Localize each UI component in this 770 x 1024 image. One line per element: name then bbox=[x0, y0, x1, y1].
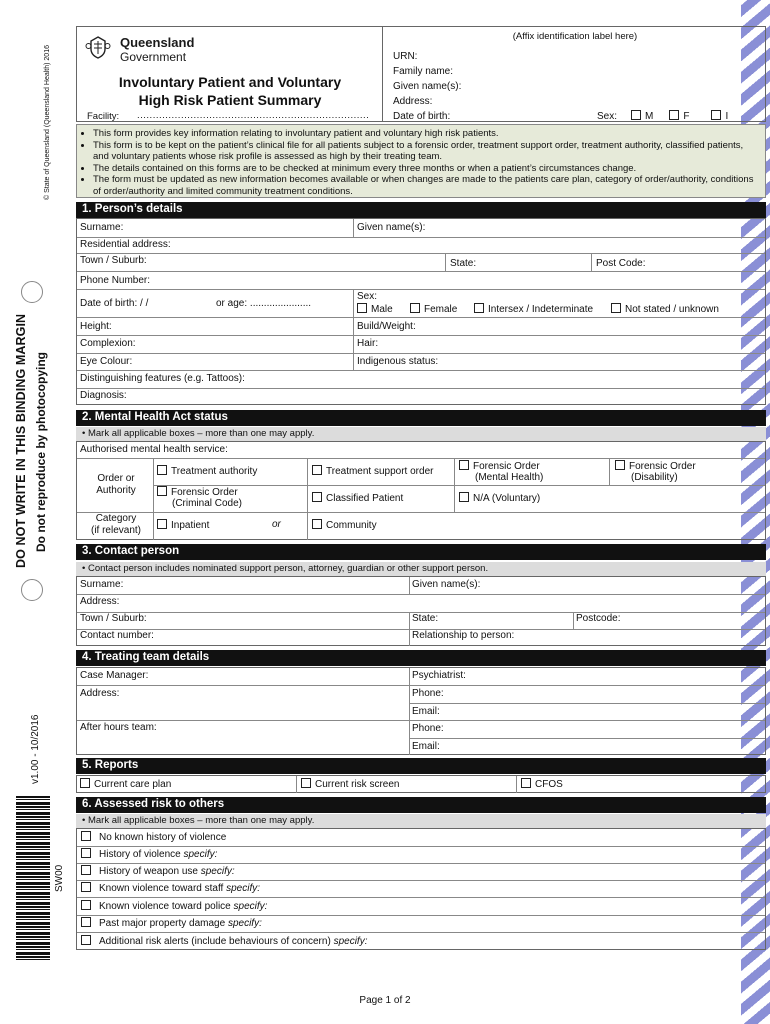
person-given-field[interactable]: Given name(s): bbox=[357, 222, 426, 233]
contact-given-field[interactable]: Given name(s): bbox=[412, 579, 481, 590]
form-header bbox=[76, 26, 766, 122]
risk-item-checkbox[interactable] bbox=[81, 865, 91, 875]
section-5-title: 5. Reports bbox=[76, 758, 766, 774]
care-plan-option[interactable]: Current care plan bbox=[80, 778, 171, 790]
sex-m-checkbox[interactable] bbox=[631, 110, 641, 120]
sex-i-checkbox[interactable] bbox=[711, 110, 721, 120]
classified-patient-checkbox[interactable] bbox=[312, 492, 322, 502]
category-label-1: Category bbox=[95, 513, 137, 524]
section-1-title: 1. Person’s details bbox=[76, 202, 766, 218]
phone-number-field[interactable]: Phone Number: bbox=[80, 275, 151, 286]
not-stated-checkbox[interactable] bbox=[611, 303, 621, 313]
forensic-cc-checkbox[interactable] bbox=[157, 486, 167, 496]
address-field[interactable]: Address: bbox=[393, 96, 433, 107]
sex-f-checkbox[interactable] bbox=[669, 110, 679, 120]
queensland-crest-icon bbox=[85, 35, 111, 59]
header-title-panel bbox=[77, 27, 383, 121]
contact-address-field[interactable]: Address: bbox=[80, 596, 120, 607]
contact-town-field[interactable]: Town / Suburb: bbox=[80, 613, 147, 624]
sex-intersex-option[interactable]: Intersex / Indeterminate bbox=[474, 303, 593, 315]
sex-m-option[interactable]: M bbox=[631, 110, 653, 122]
form-code: SW00 bbox=[54, 864, 65, 892]
person-dob-field[interactable]: Date of birth: / / bbox=[80, 298, 149, 309]
contact-number-field[interactable]: Contact number: bbox=[80, 630, 154, 641]
specify-label: specify: bbox=[200, 866, 235, 877]
sex-f-option[interactable]: F bbox=[669, 110, 689, 122]
risk-item[interactable]: History of violence specify: bbox=[81, 848, 217, 860]
sex-selector bbox=[597, 110, 728, 122]
risk-item-checkbox[interactable] bbox=[81, 882, 91, 892]
dob-field[interactable]: Date of birth: bbox=[393, 111, 451, 122]
sex-i-option[interactable]: I bbox=[711, 110, 728, 122]
contact-surname-field[interactable]: Surname: bbox=[80, 579, 124, 590]
treatment-authority-checkbox[interactable] bbox=[157, 465, 167, 475]
specify-label: specify: bbox=[227, 918, 262, 929]
inpatient-option[interactable]: Inpatient bbox=[157, 519, 209, 531]
barcode bbox=[16, 796, 50, 960]
sex-female-option[interactable]: Female bbox=[410, 303, 457, 315]
specify-label: specify: bbox=[183, 849, 218, 860]
case-manager-field[interactable]: Case Manager: bbox=[80, 670, 149, 681]
facility-label: Facility: bbox=[87, 111, 120, 122]
risk-item[interactable]: Additional risk alerts (include behaviours of concern) specify: bbox=[81, 935, 367, 947]
section-6-note: • Mark all applicable boxes – more than one may apply. bbox=[76, 814, 766, 828]
cfos-checkbox[interactable] bbox=[521, 778, 531, 788]
copyright-notice: © State of Queensland (Queensland Health) 2016 bbox=[44, 45, 51, 200]
sex-label: Sex: bbox=[597, 110, 618, 122]
risk-item[interactable]: No known history of violence bbox=[81, 831, 226, 843]
eye-colour-field[interactable]: Eye Colour: bbox=[80, 356, 133, 367]
risk-item-checkbox[interactable] bbox=[81, 848, 91, 858]
risk-item[interactable]: History of weapon use specify: bbox=[81, 865, 235, 877]
section-2-note: • Mark all applicable boxes – more than one may apply. bbox=[76, 427, 766, 441]
info-item: • This form provides key information relating to involuntary patient and voluntary high risk patients. bbox=[93, 128, 757, 140]
person-sex-label: Sex: bbox=[357, 291, 378, 302]
team-phone-field[interactable]: Phone: bbox=[412, 688, 444, 699]
section-5-box bbox=[76, 775, 766, 793]
risk-screen-checkbox[interactable] bbox=[301, 778, 311, 788]
person-postcode-field[interactable]: Post Code: bbox=[596, 258, 646, 269]
care-plan-checkbox[interactable] bbox=[80, 778, 90, 788]
risk-item-checkbox[interactable] bbox=[81, 900, 91, 910]
intersex-checkbox[interactable] bbox=[474, 303, 484, 313]
cfos-option[interactable]: CFOS bbox=[521, 778, 563, 790]
residential-address-field[interactable]: Residential address: bbox=[80, 239, 171, 250]
binding-margin-warning: DO NOT WRITE IN THIS BINDING MARGIN bbox=[14, 313, 28, 568]
forensic-cc-sub: (Criminal Code) bbox=[172, 498, 243, 509]
specify-label: specify: bbox=[233, 901, 268, 912]
punch-hole-top bbox=[21, 281, 43, 303]
team-address-field[interactable]: Address: bbox=[80, 688, 120, 699]
male-checkbox[interactable] bbox=[357, 303, 367, 313]
risk-screen-option[interactable]: Current risk screen bbox=[301, 778, 399, 790]
affix-label-instruction: (Affix identification label here) bbox=[512, 31, 638, 42]
given-names-field[interactable]: Given name(s): bbox=[393, 81, 462, 92]
treatment-support-option[interactable]: Treatment support order bbox=[312, 465, 433, 477]
section-3-note: • Contact person includes nominated support person, attorney, guardian or other support person. bbox=[76, 562, 766, 576]
person-town-field[interactable]: Town / Suburb: bbox=[80, 255, 147, 266]
family-name-field[interactable]: Family name: bbox=[393, 66, 454, 77]
community-checkbox[interactable] bbox=[312, 519, 322, 529]
forensic-disability-option[interactable]: Forensic Order bbox=[615, 460, 696, 472]
height-field[interactable]: Height: bbox=[80, 321, 112, 332]
complexion-field[interactable]: Complexion: bbox=[80, 338, 136, 349]
forensic-disability-checkbox[interactable] bbox=[615, 460, 625, 470]
order-authority-label-2: Authority bbox=[96, 485, 136, 496]
contact-state-field[interactable]: State: bbox=[412, 613, 439, 624]
treatment-authority-option[interactable]: Treatment authority bbox=[157, 465, 257, 477]
form-title-line2: High Risk Patient Summary bbox=[138, 92, 322, 108]
team-email-field[interactable]: Email: bbox=[412, 706, 440, 717]
form-title-line1: Involuntary Patient and Voluntary bbox=[118, 74, 342, 90]
distinguishing-features-field[interactable]: Distinguishing features (e.g. Tattoos): bbox=[80, 373, 245, 384]
psychiatrist-field[interactable]: Psychiatrist: bbox=[412, 670, 466, 681]
person-age-field[interactable]: or age: ...................... bbox=[216, 298, 312, 309]
or-label: or bbox=[272, 519, 281, 530]
build-weight-field[interactable]: Build/Weight: bbox=[357, 321, 416, 332]
classified-patient-option[interactable]: Classified Patient bbox=[312, 492, 403, 504]
risk-item[interactable]: Past major property damage specify: bbox=[81, 917, 262, 929]
risk-item-checkbox[interactable] bbox=[81, 917, 91, 927]
risk-item-checkbox[interactable] bbox=[81, 935, 91, 945]
info-item: • The form must be updated as new information becomes available or when changes are made to the patients care plan, category of order/authority, conditions of order/authority and limited community treatment conditions. bbox=[93, 174, 757, 197]
logo-queensland: Queensland bbox=[120, 35, 195, 50]
form-version: v1.00 - 10/2016 bbox=[30, 714, 41, 784]
info-item: • This form is to be kept on the patient’s clinical file for all patients subject to a forensic order, treatment support order, treatment authority, classified patients, and voluntary patients whose risk profile is assessed as high by their treating team. bbox=[93, 140, 757, 163]
treatment-support-checkbox[interactable] bbox=[312, 465, 322, 475]
forensic-mh-checkbox[interactable] bbox=[459, 460, 469, 470]
section-2-title: 2. Mental Health Act status bbox=[76, 410, 766, 426]
photocopy-warning: Do not reproduce by photocopying bbox=[34, 352, 48, 552]
forensic-mh-option[interactable]: Forensic Order bbox=[459, 460, 540, 472]
risk-item[interactable]: Known violence toward staff specify: bbox=[81, 882, 260, 894]
diagnosis-field[interactable]: Diagnosis: bbox=[80, 390, 127, 401]
after-hours-email-field[interactable]: Email: bbox=[412, 741, 440, 752]
hair-field[interactable]: Hair: bbox=[357, 338, 379, 349]
community-option[interactable]: Community bbox=[312, 519, 377, 531]
forensic-disability-sub: (Disability) bbox=[631, 472, 678, 483]
order-authority-label-1: Order or bbox=[97, 473, 135, 484]
specify-label: specify: bbox=[333, 936, 368, 947]
forensic-mh-sub: (Mental Health) bbox=[475, 472, 544, 483]
risk-item[interactable]: Known violence toward police specify: bbox=[81, 900, 267, 912]
logo-government: Government bbox=[120, 50, 187, 64]
section-6-title: 6. Assessed risk to others bbox=[76, 797, 766, 813]
facility-field[interactable]: .......................................................................... bbox=[137, 110, 370, 121]
person-surname-field[interactable]: Surname: bbox=[80, 222, 124, 233]
after-hours-team-field[interactable]: After hours team: bbox=[80, 722, 157, 733]
page-number: Page 1 of 2 bbox=[359, 995, 411, 1006]
person-state-field[interactable]: State: bbox=[450, 258, 477, 269]
risk-item-checkbox[interactable] bbox=[81, 831, 91, 841]
section-4-title: 4. Treating team details bbox=[76, 650, 766, 666]
na-voluntary-option[interactable]: N/A (Voluntary) bbox=[459, 492, 540, 504]
specify-label: specify: bbox=[226, 883, 261, 894]
urn-field[interactable]: URN: bbox=[393, 51, 418, 62]
sex-male-option[interactable]: Male bbox=[357, 303, 393, 315]
mental-health-service-field[interactable]: Authorised mental health service: bbox=[80, 444, 228, 455]
na-voluntary-checkbox[interactable] bbox=[459, 492, 469, 502]
inpatient-checkbox[interactable] bbox=[157, 519, 167, 529]
indigenous-status-field[interactable]: Indigenous status: bbox=[357, 356, 439, 367]
forensic-cc-option[interactable]: Forensic Order bbox=[157, 486, 238, 498]
category-label-2: (if relevant) bbox=[90, 525, 141, 536]
contact-postcode-field[interactable]: Postcode: bbox=[576, 613, 621, 624]
female-checkbox[interactable] bbox=[410, 303, 420, 313]
after-hours-phone-field[interactable]: Phone: bbox=[412, 723, 444, 734]
info-box bbox=[76, 124, 766, 198]
punch-hole-bottom bbox=[21, 579, 43, 601]
info-item: • The details contained on this forms are to be checked at minimum every three months or when a patient’s circumstances change. bbox=[93, 163, 757, 175]
relationship-field[interactable]: Relationship to person: bbox=[412, 630, 515, 641]
sex-not-stated-option[interactable]: Not stated / unknown bbox=[611, 303, 719, 315]
section-3-title: 3. Contact person bbox=[76, 544, 766, 560]
